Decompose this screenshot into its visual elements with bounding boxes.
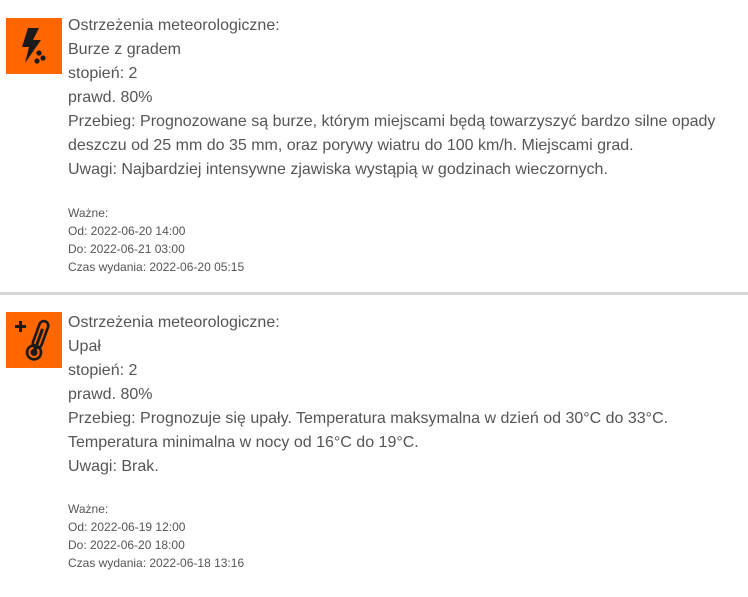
warning-notes: Uwagi: Najbardziej intensywne zjawiska wystąpią w godzinach wieczornych. xyxy=(68,161,608,178)
warning-content xyxy=(68,14,742,276)
valid-to: Do: 2022-06-20 18:00 xyxy=(68,538,185,552)
thunderstorm-hail-icon xyxy=(6,18,62,74)
warning-event: Upał xyxy=(68,338,101,355)
warning-content xyxy=(68,311,742,572)
warning-degree: stopień: 2 xyxy=(68,65,138,82)
validity-label: Ważne: xyxy=(68,206,109,220)
warning-probability: prawd. 80% xyxy=(68,386,153,403)
issue-time: Czas wydania: 2022-06-18 13:16 xyxy=(68,556,245,570)
validity-label: Ważne: xyxy=(68,502,109,516)
warning-event: Burze z gradem xyxy=(68,41,181,58)
warning-notes: Uwagi: Brak. xyxy=(68,458,159,475)
warning-validity xyxy=(68,204,742,276)
warning-item-heat xyxy=(0,295,748,597)
warning-item-storm xyxy=(0,0,748,292)
valid-from: Od: 2022-06-19 12:00 xyxy=(68,520,186,534)
warning-course: Przebieg: Prognozuje się upały. Temperatura maksymalna w dzień od 30°C do 33°C. Temperatura minimalna w nocy od 16°C do 19°C. xyxy=(68,410,669,451)
warning-probability: prawd. 80% xyxy=(68,89,153,106)
warning-header: Ostrzeżenia meteorologiczne: xyxy=(68,314,280,331)
issue-time: Czas wydania: 2022-06-20 05:15 xyxy=(68,260,245,274)
heat-thermometer-icon xyxy=(6,312,62,368)
valid-to: Do: 2022-06-21 03:00 xyxy=(68,242,185,256)
warning-course: Przebieg: Prognozowane są burze, którym miejscami będą towarzyszyć bardzo silne opady deszczu od 25 mm do 35 mm, oraz porywy wiatru do 100 km/h. Miejscami grad. xyxy=(68,113,716,154)
warning-header: Ostrzeżenia meteorologiczne: xyxy=(68,17,280,34)
warning-degree: stopień: 2 xyxy=(68,362,138,379)
warning-validity xyxy=(68,500,742,572)
valid-from: Od: 2022-06-20 14:00 xyxy=(68,224,186,238)
